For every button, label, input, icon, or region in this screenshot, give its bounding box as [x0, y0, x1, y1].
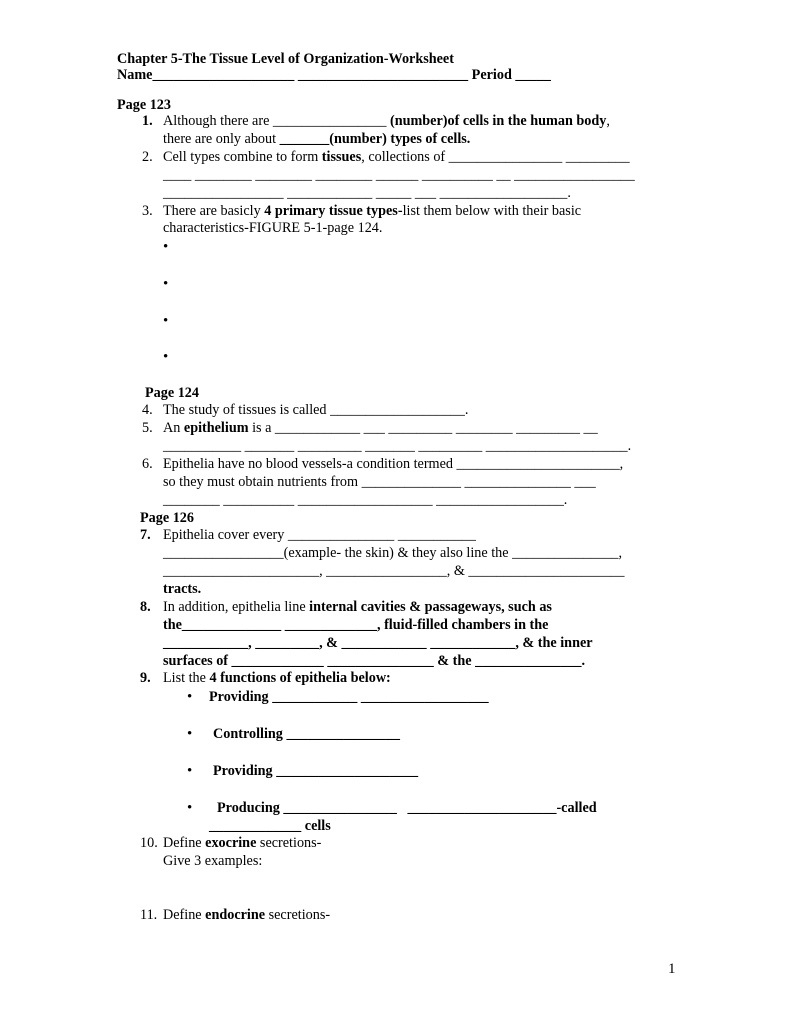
question-2-line-1: Cell types combine to form tissues, collections of ________________ _________ — [163, 149, 630, 165]
bullet-icon: • — [187, 763, 193, 779]
question-2-number: 2. — [142, 149, 153, 165]
question-2-line-2: ____ ________ ________ ________ ______ __________ __ _________________ — [163, 167, 635, 183]
bullet-icon: • — [187, 726, 193, 742]
question-5-line-2: ___________ _______ _________ _______ _________ ____________________. — [163, 438, 632, 454]
question-8-line-3: ____________, _________, & ____________ ____________, & the inner — [163, 635, 593, 651]
section-heading-page-126: Page 126 — [140, 510, 194, 526]
question-10-number: 10. — [140, 835, 158, 851]
section-heading-page-123: Page 123 — [117, 97, 171, 113]
bullet-icon: • — [163, 239, 169, 255]
question-5-line-1: An epithelium is a ____________ ___ _________ ________ _________ __ — [163, 420, 598, 436]
name-period-line: Name____________________ ________________________ Period _____ — [117, 67, 551, 83]
question-9-line-1: List the 4 functions of epithelia below: — [163, 670, 391, 686]
question-9-number: 9. — [140, 670, 151, 686]
function-item-2: Controlling ________________ — [213, 726, 400, 742]
question-8-line-4: surfaces of _____________ _______________ & the _______________. — [163, 653, 586, 669]
function-item-3: Providing ____________________ — [213, 763, 419, 779]
question-1-line-1: Although there are ________________ (number)of cells in the human body, — [163, 113, 610, 129]
question-7-number: 7. — [140, 527, 151, 543]
function-item-4: Producing ________________ _____________________-called — [217, 800, 597, 816]
bullet-icon: • — [187, 800, 193, 816]
question-7-line-3: ______________________, _________________, & ______________________ — [163, 563, 625, 579]
bullet-icon: • — [187, 689, 193, 705]
question-3-line-2: characteristics-FIGURE 5-1-page 124. — [163, 220, 383, 236]
question-6-number: 6. — [142, 456, 153, 472]
question-6-line-1: Epithelia have no blood vessels-a condition termed _______________________, — [163, 456, 624, 472]
bullet-icon: • — [163, 349, 169, 365]
question-7-line-4: tracts. — [163, 581, 202, 597]
question-11-line-1: Define endocrine secretions- — [163, 907, 331, 923]
question-3-number: 3. — [142, 203, 153, 219]
worksheet-title: Chapter 5-The Tissue Level of Organization-Worksheet — [117, 51, 454, 67]
page-number: 1 — [668, 961, 676, 977]
question-6-line-2: so they must obtain nutrients from ______________ _______________ ___ — [163, 474, 596, 490]
question-4-line-1: The study of tissues is called ___________________. — [163, 402, 469, 418]
bullet-icon: • — [163, 276, 169, 292]
question-11-number: 11. — [140, 907, 158, 923]
question-4-number: 4. — [142, 402, 153, 418]
function-item-4-continued: _____________ cells — [209, 818, 331, 834]
section-heading-page-124: Page 124 — [145, 385, 199, 401]
question-2-line-3: _________________ ____________ _____ ___ __________________. — [163, 185, 571, 201]
question-8-line-2: the______________ _____________, fluid-filled chambers in the — [163, 617, 549, 633]
question-7-line-1: Epithelia cover every _______________ ___________ — [163, 527, 476, 543]
question-6-line-3: ________ __________ ___________________ __________________. — [163, 492, 568, 508]
question-10-line-2: Give 3 examples: — [163, 853, 263, 869]
question-10-line-1: Define exocrine secretions- — [163, 835, 322, 851]
question-3-line-1: There are basicly 4 primary tissue types-list them below with their basic — [163, 203, 582, 219]
question-8-number: 8. — [140, 599, 151, 615]
question-5-number: 5. — [142, 420, 153, 436]
question-1-number: 1. — [142, 113, 153, 129]
function-item-1: Providing ____________ __________________ — [209, 689, 489, 705]
bullet-icon: • — [163, 313, 169, 329]
question-7-line-2: _________________(example- the skin) & they also line the _______________, — [163, 545, 623, 561]
question-1-line-2: there are only about _______(number) types of cells. — [163, 131, 471, 147]
question-8-line-1: In addition, epithelia line internal cavities & passageways, such as — [163, 599, 552, 615]
